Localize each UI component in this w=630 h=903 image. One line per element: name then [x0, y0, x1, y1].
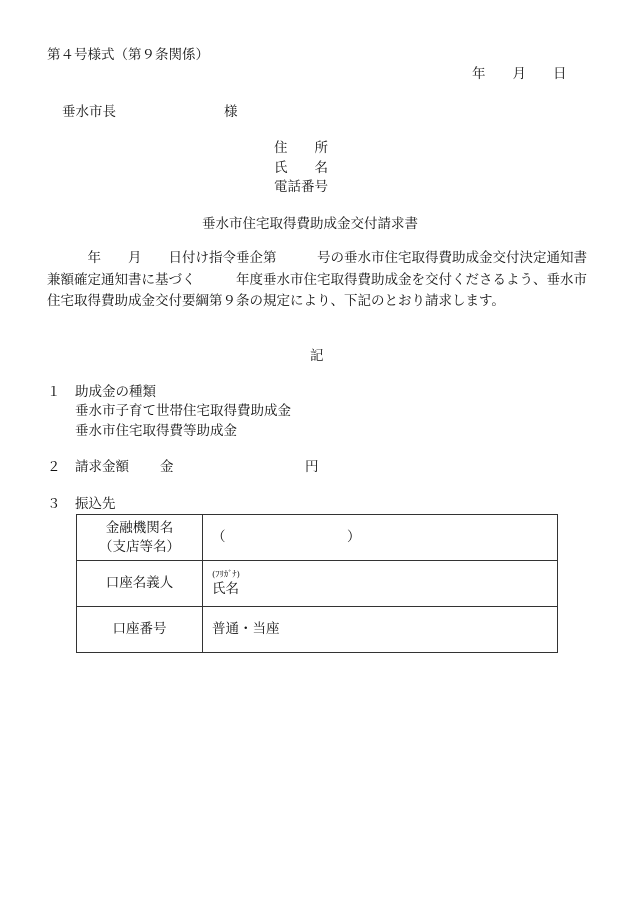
- form-number: 第４号様式（第９条関係）: [47, 47, 209, 63]
- account-value: 普通・当座: [212, 620, 280, 637]
- item1-label: 助成金の種類: [75, 384, 156, 400]
- holder-label: 口座名義人: [105, 574, 174, 591]
- addressee: 垂水市長 様: [62, 104, 238, 120]
- account-value-cell[interactable]: [203, 607, 558, 653]
- item3-label: 振込先: [75, 496, 116, 512]
- ki-heading: 記: [310, 348, 324, 364]
- table-row: [77, 607, 558, 653]
- item1-option-a: 垂水市子育て世帯住宅取得費助成金: [75, 403, 291, 419]
- holder-value: 氏名: [212, 581, 239, 598]
- holder-label-cell: [77, 561, 203, 607]
- bank-transfer-table: [76, 514, 558, 653]
- item2-yen: 円: [305, 459, 319, 475]
- table-row: [77, 561, 558, 607]
- item1-option-b: 垂水市住宅取得費等助成金: [75, 423, 237, 439]
- institution-value: （ ）: [212, 528, 361, 545]
- institution-label-line2: （支店等名）: [99, 538, 180, 555]
- holder-furigana: (ﾌﾘｶﾞﾅ): [212, 570, 240, 581]
- item2-label: 請求金額: [75, 459, 129, 475]
- phone-label: 電話番号: [274, 179, 328, 195]
- name-label: 氏 名: [274, 160, 328, 176]
- item2-number: ２: [47, 459, 61, 475]
- item2-kin: 金: [160, 459, 174, 475]
- request-body-text: 年 月 日付け指令垂企第 号の垂水市住宅取得費助成金交付決定通知書兼額確定通知書に基づく 年度垂水市住宅取得費助成金を交付くださるよう、垂水市住宅取得費助成金交付要綱第９条の規定により、下記のとおり請求します。: [47, 250, 587, 309]
- institution-label-line1: 金融機関名: [105, 519, 174, 536]
- date-line: 年 月 日: [472, 66, 567, 82]
- account-label-cell: [77, 607, 203, 653]
- account-label: 口座番号: [112, 620, 167, 637]
- table-row: [77, 515, 558, 561]
- item3-number: ３: [47, 496, 61, 512]
- address-label: 住 所: [274, 140, 328, 156]
- institution-label-cell: [77, 515, 203, 561]
- item1-number: １: [47, 384, 61, 400]
- document-title: 垂水市住宅取得費助成金交付請求書: [202, 216, 418, 232]
- institution-value-cell[interactable]: [203, 515, 558, 561]
- holder-value-cell[interactable]: [203, 561, 558, 607]
